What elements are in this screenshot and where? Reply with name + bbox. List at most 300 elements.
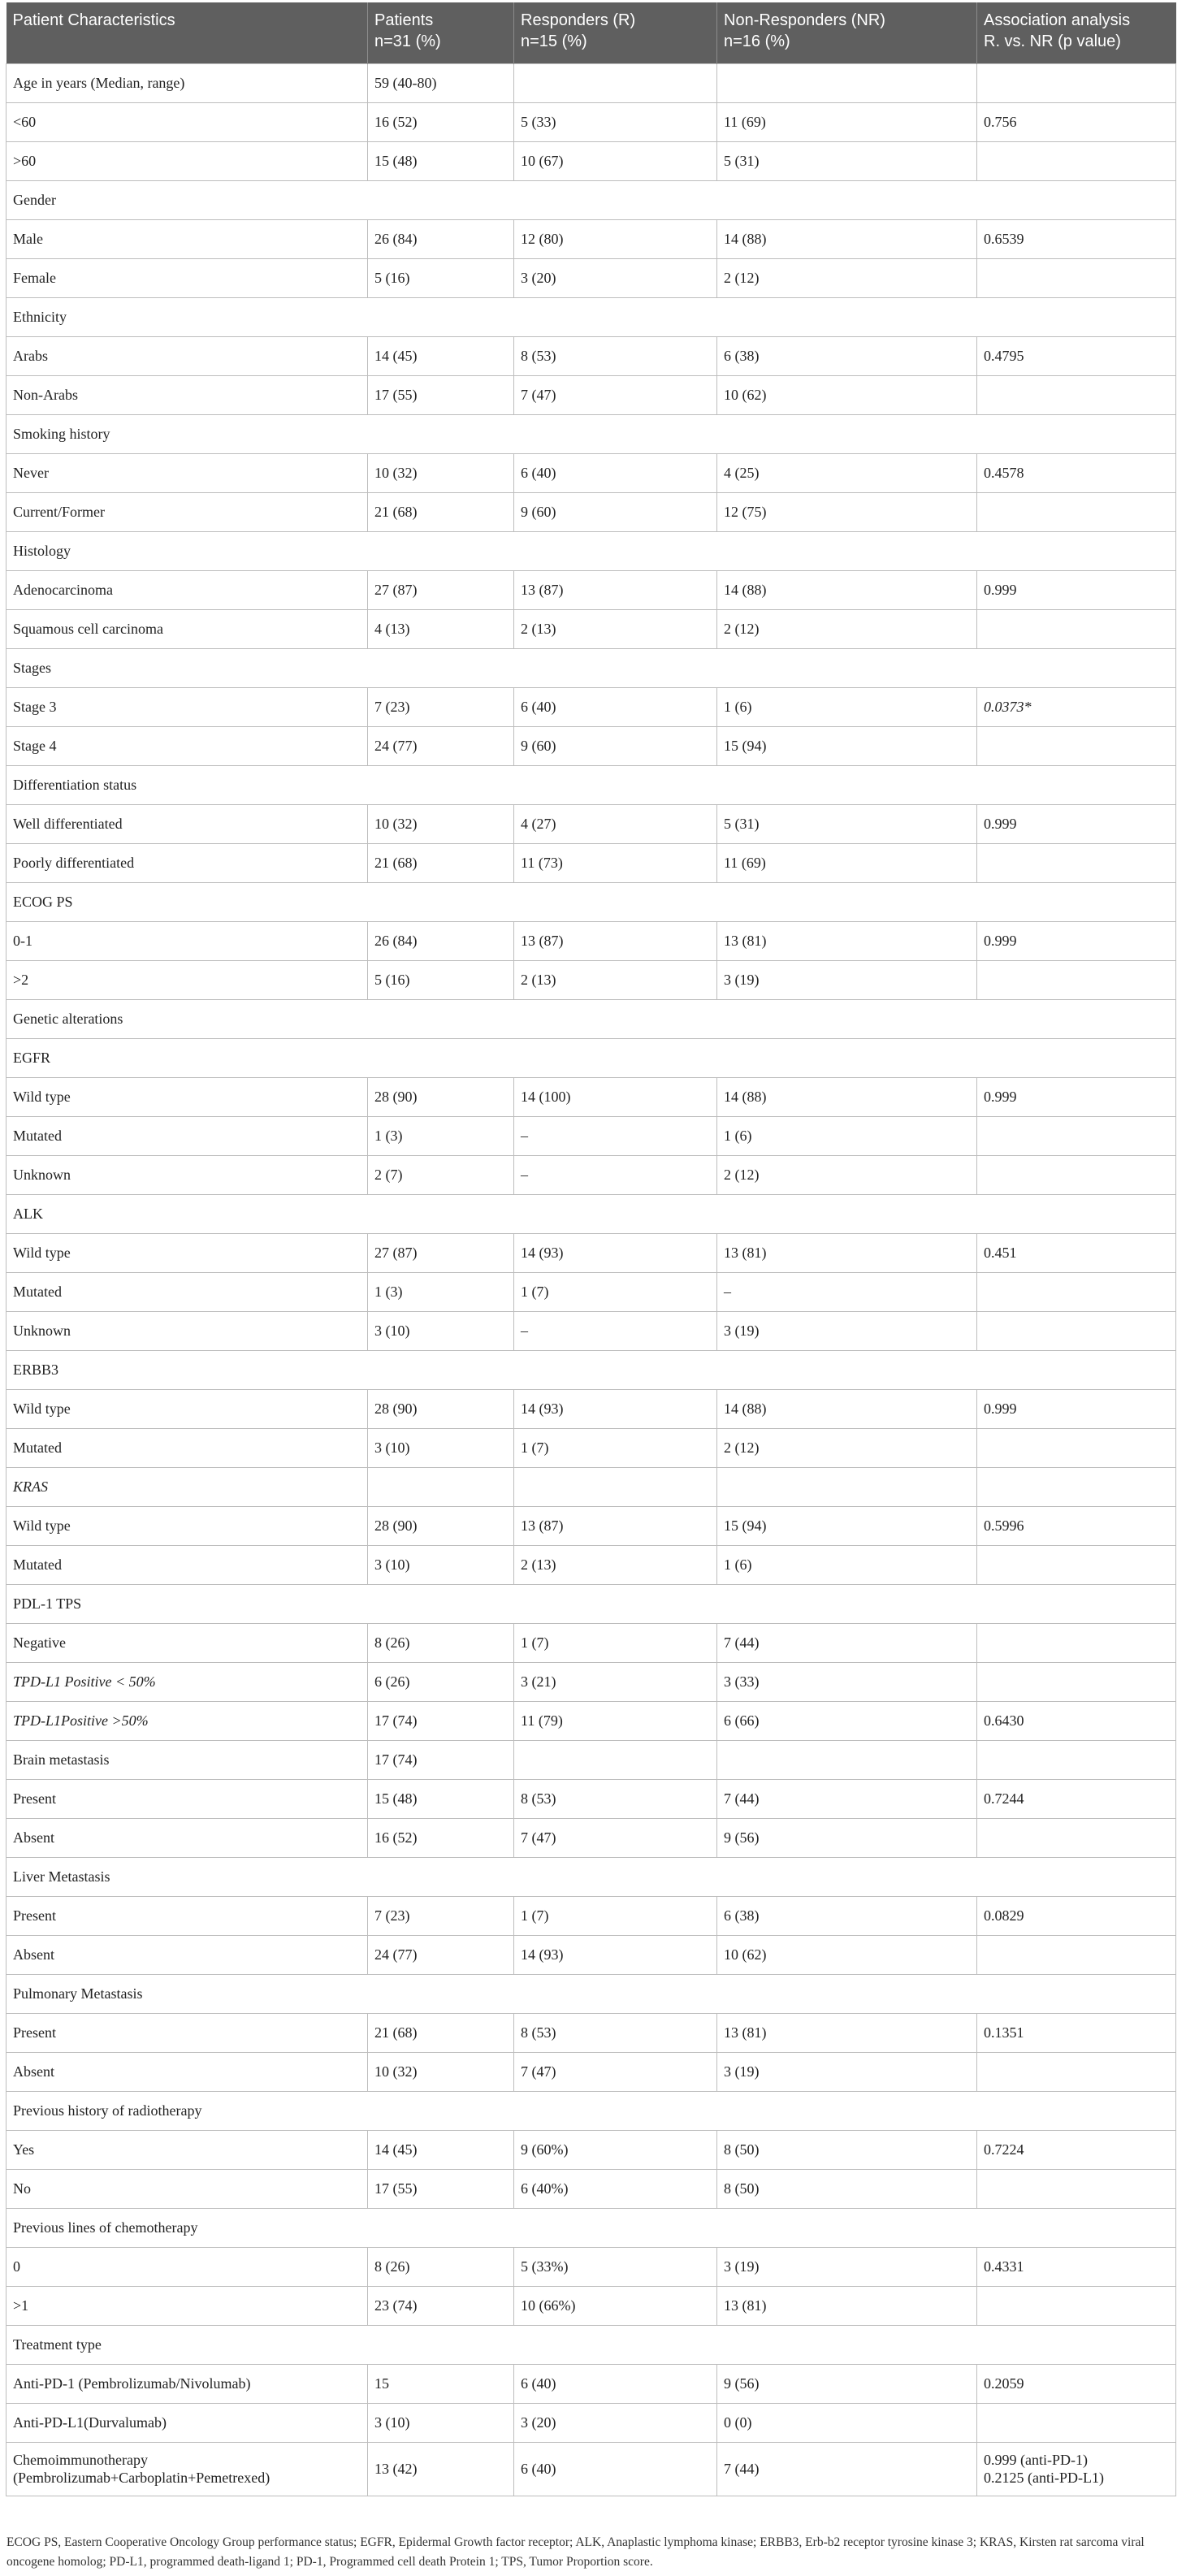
table-cell — [977, 2052, 1176, 2091]
table-cell: Yes — [6, 2130, 368, 2169]
section-row — [6, 765, 1176, 804]
section-row — [6, 1584, 1176, 1623]
table-cell: 9 (56) — [717, 1818, 977, 1857]
table-cell: 0.7244 — [977, 1779, 1176, 1818]
table-cell: 11 (69) — [717, 843, 977, 882]
table-cell: Wild type — [6, 1233, 368, 1272]
table-cell: 16 (52) — [368, 102, 514, 141]
table-cell — [977, 2169, 1176, 2208]
table-cell: 11 (69) — [717, 102, 977, 141]
section-row — [6, 1194, 1176, 1233]
table-cell: 15 (94) — [717, 1506, 977, 1545]
table-cell: 13 (42) — [368, 2442, 514, 2496]
table-cell: 1 (3) — [368, 1272, 514, 1311]
table-cell — [977, 1545, 1176, 1584]
table-cell: 26 (84) — [368, 219, 514, 258]
table-cell: 9 (56) — [717, 2364, 977, 2403]
table-cell: 0.999 (anti-PD-1) 0.2125 (anti-PD-L1) — [977, 2442, 1176, 2496]
table-row — [6, 1896, 1176, 1935]
table-cell: KRAS — [6, 1467, 368, 1506]
section-label: Previous lines of chemotherapy — [6, 2208, 1176, 2247]
table-row — [6, 2169, 1176, 2208]
table-cell — [977, 1428, 1176, 1467]
table-cell: 10 (67) — [514, 141, 717, 180]
table-cell: Mutated — [6, 1116, 368, 1155]
table-cell: Mutated — [6, 1545, 368, 1584]
table-row — [6, 375, 1176, 414]
table-cell — [977, 1740, 1176, 1779]
table-cell — [977, 1116, 1176, 1155]
table-cell: Unknown — [6, 1311, 368, 1350]
table-cell: 1 (6) — [717, 687, 977, 726]
table-cell — [368, 1467, 514, 1506]
table-row — [6, 1116, 1176, 1155]
table-cell: 21 (68) — [368, 2013, 514, 2052]
section-label: Differentiation status — [6, 765, 1176, 804]
table-cell: 0.756 — [977, 102, 1176, 141]
table-cell: 3 (21) — [514, 1662, 717, 1701]
table-cell: 21 (68) — [368, 492, 514, 531]
table-cell: No — [6, 2169, 368, 2208]
table-row — [6, 1701, 1176, 1740]
table-row — [6, 1311, 1176, 1350]
table-row — [6, 1779, 1176, 1818]
section-label: Stages — [6, 648, 1176, 687]
table-cell: 1 (7) — [514, 1428, 717, 1467]
section-label: Ethnicity — [6, 297, 1176, 336]
table-cell: 14 (88) — [717, 219, 977, 258]
table-cell: 0.4331 — [977, 2247, 1176, 2286]
table-cell: Wild type — [6, 1077, 368, 1116]
table-cell: 3 (10) — [368, 2403, 514, 2442]
table-cell: 1 (7) — [514, 1272, 717, 1311]
table-cell: 5 (31) — [717, 804, 977, 843]
table-cell: 0 (0) — [717, 2403, 977, 2442]
table-cell: 11 (73) — [514, 843, 717, 882]
table-cell: Absent — [6, 2052, 368, 2091]
table-cell: 0.999 — [977, 1389, 1176, 1428]
table-cell: 0-1 — [6, 921, 368, 960]
table-cell: 2 (12) — [717, 1155, 977, 1194]
table-row — [6, 1467, 1176, 1506]
table-cell: 0.1351 — [977, 2013, 1176, 2052]
table-row — [6, 960, 1176, 999]
table-cell — [977, 1272, 1176, 1311]
table-row — [6, 2286, 1176, 2325]
table-cell: 24 (77) — [368, 726, 514, 765]
table-row — [6, 609, 1176, 648]
table-cell — [977, 843, 1176, 882]
table-cell: 7 (47) — [514, 2052, 717, 2091]
table-cell — [717, 1467, 977, 1506]
table-cell: Anti-PD-L1(Durvalumab) — [6, 2403, 368, 2442]
table-cell: Chemoimmunotherapy (Pembrolizumab+Carboplatin+Pemetrexed) — [6, 2442, 368, 2496]
section-row — [6, 882, 1176, 921]
table-cell — [514, 63, 717, 102]
table-row — [6, 687, 1176, 726]
table-cell: 2 (12) — [717, 1428, 977, 1467]
table-row — [6, 453, 1176, 492]
table-header-row — [6, 2, 1176, 63]
section-label: Smoking history — [6, 414, 1176, 453]
table-cell — [977, 2403, 1176, 2442]
table-cell: Present — [6, 1896, 368, 1935]
table-cell: 24 (77) — [368, 1935, 514, 1974]
table-cell: 59 (40-80) — [368, 63, 514, 102]
table-cell: 10 (62) — [717, 375, 977, 414]
table-cell: 13 (81) — [717, 921, 977, 960]
table-cell: 26 (84) — [368, 921, 514, 960]
table-cell — [977, 258, 1176, 297]
table-cell: TPD-L1Positive >50% — [6, 1701, 368, 1740]
table-cell — [514, 1740, 717, 1779]
table-row — [6, 2247, 1176, 2286]
table-cell: 12 (75) — [717, 492, 977, 531]
table-cell: 21 (68) — [368, 843, 514, 882]
table-cell: 28 (90) — [368, 1077, 514, 1116]
table-cell: – — [514, 1155, 717, 1194]
table-cell: 8 (26) — [368, 1623, 514, 1662]
table-cell: 6 (26) — [368, 1662, 514, 1701]
table-cell: 0 — [6, 2247, 368, 2286]
table-cell: – — [514, 1116, 717, 1155]
section-label: Gender — [6, 180, 1176, 219]
table-cell: 0.0373* — [977, 687, 1176, 726]
section-row — [6, 999, 1176, 1038]
table-cell: 6 (40) — [514, 2364, 717, 2403]
table-cell: Age in years (Median, range) — [6, 63, 368, 102]
table-cell: 3 (20) — [514, 2403, 717, 2442]
table-cell: 8 (26) — [368, 2247, 514, 2286]
header-characteristics: Patient Characteristics — [6, 2, 368, 63]
table-cell: 0.6539 — [977, 219, 1176, 258]
section-label: Treatment type — [6, 2325, 1176, 2364]
section-row — [6, 1350, 1176, 1389]
table-cell: 15 (48) — [368, 141, 514, 180]
table-cell: 5 (16) — [368, 960, 514, 999]
table-cell: Non-Arabs — [6, 375, 368, 414]
table-cell: 0.4578 — [977, 453, 1176, 492]
table-cell: 13 (81) — [717, 1233, 977, 1272]
table-row — [6, 141, 1176, 180]
table-cell: 2 (7) — [368, 1155, 514, 1194]
table-cell: Unknown — [6, 1155, 368, 1194]
table-cell: 1 (3) — [368, 1116, 514, 1155]
header-responders: Responders (R) n=15 (%) — [514, 2, 717, 63]
table-cell: >60 — [6, 141, 368, 180]
table-cell: 3 (10) — [368, 1545, 514, 1584]
section-row — [6, 648, 1176, 687]
table-cell: 6 (40) — [514, 687, 717, 726]
table-cell: 0.4795 — [977, 336, 1176, 375]
table-cell: 13 (81) — [717, 2013, 977, 2052]
table-cell: 5 (33%) — [514, 2247, 717, 2286]
table-row — [6, 1233, 1176, 1272]
table-cell: – — [717, 1272, 977, 1311]
table-cell: 9 (60) — [514, 492, 717, 531]
table-row — [6, 2052, 1176, 2091]
table-cell: 3 (33) — [717, 1662, 977, 1701]
table-row — [6, 843, 1176, 882]
table-cell: 28 (90) — [368, 1389, 514, 1428]
header-patients: Patients n=31 (%) — [368, 2, 514, 63]
table-cell: 13 (87) — [514, 1506, 717, 1545]
table-cell: 7 (47) — [514, 1818, 717, 1857]
section-label: PDL-1 TPS — [6, 1584, 1176, 1623]
section-row — [6, 2208, 1176, 2247]
table-cell: Never — [6, 453, 368, 492]
table-cell: 6 (66) — [717, 1701, 977, 1740]
table-cell: 6 (40) — [514, 2442, 717, 2496]
table-cell: 13 (81) — [717, 2286, 977, 2325]
table-cell: 9 (60) — [514, 726, 717, 765]
table-row — [6, 63, 1176, 102]
section-label: ECOG PS — [6, 882, 1176, 921]
table-row — [6, 1623, 1176, 1662]
table-cell: Arabs — [6, 336, 368, 375]
table-cell: Wild type — [6, 1389, 368, 1428]
table-row — [6, 1935, 1176, 1974]
table-cell: 6 (40%) — [514, 2169, 717, 2208]
table-cell: 14 (100) — [514, 1077, 717, 1116]
table-cell: >2 — [6, 960, 368, 999]
table-row — [6, 1662, 1176, 1701]
table-row — [6, 1389, 1176, 1428]
table-cell: 14 (93) — [514, 1233, 717, 1272]
table-cell: – — [514, 1311, 717, 1350]
table-cell — [977, 1818, 1176, 1857]
table-cell: 23 (74) — [368, 2286, 514, 2325]
table-cell: Present — [6, 1779, 368, 1818]
table-row — [6, 1272, 1176, 1311]
patient-characteristics-table — [6, 2, 1176, 2496]
table-row — [6, 1818, 1176, 1857]
table-cell — [977, 2286, 1176, 2325]
table-cell: 1 (7) — [514, 1623, 717, 1662]
table-cell: 0.5996 — [977, 1506, 1176, 1545]
table-cell: 8 (53) — [514, 1779, 717, 1818]
table-cell: Stage 3 — [6, 687, 368, 726]
table-cell: 14 (45) — [368, 2130, 514, 2169]
table-cell: 6 (40) — [514, 453, 717, 492]
table-cell: 27 (87) — [368, 570, 514, 609]
section-row — [6, 1038, 1176, 1077]
section-row — [6, 1974, 1176, 2013]
table-cell: 14 (93) — [514, 1935, 717, 1974]
table-row — [6, 1545, 1176, 1584]
table-cell: 8 (50) — [717, 2169, 977, 2208]
table-cell: 7 (23) — [368, 1896, 514, 1935]
table-row — [6, 2442, 1176, 2496]
table-cell — [977, 141, 1176, 180]
table-cell: 0.999 — [977, 804, 1176, 843]
table-cell: Well differentiated — [6, 804, 368, 843]
section-label: Previous history of radiotherapy — [6, 2091, 1176, 2130]
table-cell: 14 (88) — [717, 1077, 977, 1116]
table-row — [6, 492, 1176, 531]
table-cell: Mutated — [6, 1428, 368, 1467]
table-row — [6, 804, 1176, 843]
table-cell: Mutated — [6, 1272, 368, 1311]
table-cell — [977, 375, 1176, 414]
table-cell: 12 (80) — [514, 219, 717, 258]
table-cell: 17 (74) — [368, 1740, 514, 1779]
table-cell: Brain metastasis — [6, 1740, 368, 1779]
table-row — [6, 570, 1176, 609]
table-cell: 10 (66%) — [514, 2286, 717, 2325]
table-cell: Male — [6, 219, 368, 258]
table-cell: 10 (32) — [368, 453, 514, 492]
table-row — [6, 726, 1176, 765]
table-cell: 7 (44) — [717, 1623, 977, 1662]
table-row — [6, 102, 1176, 141]
table-row — [6, 921, 1176, 960]
table-cell: 3 (19) — [717, 960, 977, 999]
table-cell: 16 (52) — [368, 1818, 514, 1857]
table-body — [6, 63, 1176, 2496]
table-cell: 15 (48) — [368, 1779, 514, 1818]
section-label: Genetic alterations — [6, 999, 1176, 1038]
table-cell: 7 (23) — [368, 687, 514, 726]
table-cell — [977, 1311, 1176, 1350]
table-cell: 2 (12) — [717, 258, 977, 297]
table-cell — [977, 960, 1176, 999]
table-cell: 0.7224 — [977, 2130, 1176, 2169]
table-cell: 17 (55) — [368, 375, 514, 414]
header-association-analysis: Association analysis R. vs. NR (p value) — [977, 2, 1176, 63]
table-cell: 4 (27) — [514, 804, 717, 843]
table-cell: 5 (16) — [368, 258, 514, 297]
table-cell — [977, 1623, 1176, 1662]
table-cell: 5 (31) — [717, 141, 977, 180]
table-cell: 7 (44) — [717, 2442, 977, 2496]
section-label: ALK — [6, 1194, 1176, 1233]
table-cell: 7 (47) — [514, 375, 717, 414]
table-cell — [977, 1467, 1176, 1506]
table-cell: Female — [6, 258, 368, 297]
table-cell: 14 (93) — [514, 1389, 717, 1428]
section-label: Liver Metastasis — [6, 1857, 1176, 1896]
table-cell: 27 (87) — [368, 1233, 514, 1272]
table-cell: 14 (88) — [717, 570, 977, 609]
table-cell — [977, 1935, 1176, 1974]
table-cell: 8 (53) — [514, 2013, 717, 2052]
section-row — [6, 1857, 1176, 1896]
table-cell: 10 (32) — [368, 804, 514, 843]
table-cell: Present — [6, 2013, 368, 2052]
table-cell: 3 (20) — [514, 258, 717, 297]
section-row — [6, 414, 1176, 453]
table-cell: 17 (74) — [368, 1701, 514, 1740]
table-cell — [977, 492, 1176, 531]
table-cell: 0.2059 — [977, 2364, 1176, 2403]
table-cell: Anti-PD-1 (Pembrolizumab/Nivolumab) — [6, 2364, 368, 2403]
table-cell: 1 (7) — [514, 1896, 717, 1935]
table-cell: 3 (19) — [717, 2052, 977, 2091]
section-row — [6, 180, 1176, 219]
table-cell: Squamous cell carcinoma — [6, 609, 368, 648]
table-cell: 0.0829 — [977, 1896, 1176, 1935]
table-row — [6, 1155, 1176, 1194]
table-cell: 8 (53) — [514, 336, 717, 375]
table-cell: Negative — [6, 1623, 368, 1662]
table-row — [6, 336, 1176, 375]
table-cell: 3 (10) — [368, 1428, 514, 1467]
table-cell: 0.6430 — [977, 1701, 1176, 1740]
table-cell: 9 (60%) — [514, 2130, 717, 2169]
table-cell: 17 (55) — [368, 2169, 514, 2208]
table-cell: 1 (6) — [717, 1545, 977, 1584]
table-cell: 13 (87) — [514, 570, 717, 609]
table-cell: 0.999 — [977, 1077, 1176, 1116]
table-cell: 6 (38) — [717, 1896, 977, 1935]
table-row — [6, 1428, 1176, 1467]
section-label: Histology — [6, 531, 1176, 570]
table-cell — [977, 1155, 1176, 1194]
table-cell: Wild type — [6, 1506, 368, 1545]
table-cell: TPD-L1 Positive < 50% — [6, 1662, 368, 1701]
table-row — [6, 2364, 1176, 2403]
table-cell: 0.999 — [977, 570, 1176, 609]
table-row — [6, 219, 1176, 258]
table-cell: 0.451 — [977, 1233, 1176, 1272]
table-cell: 1 (6) — [717, 1116, 977, 1155]
table-cell: 0.999 — [977, 921, 1176, 960]
table-cell: 3 (10) — [368, 1311, 514, 1350]
table-cell: 2 (12) — [717, 609, 977, 648]
section-row — [6, 2091, 1176, 2130]
table-cell: 3 (19) — [717, 1311, 977, 1350]
table-row — [6, 2130, 1176, 2169]
table-cell: Absent — [6, 1818, 368, 1857]
section-row — [6, 297, 1176, 336]
table-cell: Stage 4 — [6, 726, 368, 765]
table-cell — [514, 1467, 717, 1506]
table-cell: 2 (13) — [514, 960, 717, 999]
table-cell: 8 (50) — [717, 2130, 977, 2169]
header-non-responders: Non-Responders (NR) n=16 (%) — [717, 2, 977, 63]
table-cell — [717, 63, 977, 102]
table-cell: 6 (38) — [717, 336, 977, 375]
table-cell: 10 (32) — [368, 2052, 514, 2091]
table-cell: 28 (90) — [368, 1506, 514, 1545]
table-cell — [977, 63, 1176, 102]
section-row — [6, 2325, 1176, 2364]
table-cell: 5 (33) — [514, 102, 717, 141]
table-cell — [977, 609, 1176, 648]
table-row — [6, 2013, 1176, 2052]
table-cell — [977, 1662, 1176, 1701]
table-cell: 15 (94) — [717, 726, 977, 765]
section-label: ERBB3 — [6, 1350, 1176, 1389]
table-cell: 14 (88) — [717, 1389, 977, 1428]
table-footnote: ECOG PS, Eastern Cooperative Oncology Group performance status; EGFR, Epidermal Growth factor receptor; ALK, Anaplastic lymphoma kinase; ERBB3, Erb-b2 receptor tyrosine kinase 3; KRAS, Kirsten rat sarcoma viral oncogene homolog; PD-L1, programmed death-ligand 1; PD-1, Programmed cell death Protein 1; TPS, Tumor Proportion score. — [6, 2535, 1145, 2569]
table-cell — [717, 1740, 977, 1779]
table-cell: Adenocarcinoma — [6, 570, 368, 609]
table-cell: 7 (44) — [717, 1779, 977, 1818]
table-cell: 3 (19) — [717, 2247, 977, 2286]
section-row — [6, 531, 1176, 570]
table-cell: >1 — [6, 2286, 368, 2325]
section-label: EGFR — [6, 1038, 1176, 1077]
table-row — [6, 1506, 1176, 1545]
table-row — [6, 2403, 1176, 2442]
table-cell: 11 (79) — [514, 1701, 717, 1740]
table-row — [6, 1740, 1176, 1779]
table-cell: Current/Former — [6, 492, 368, 531]
table-cell: Poorly differentiated — [6, 843, 368, 882]
table-cell: 14 (45) — [368, 336, 514, 375]
